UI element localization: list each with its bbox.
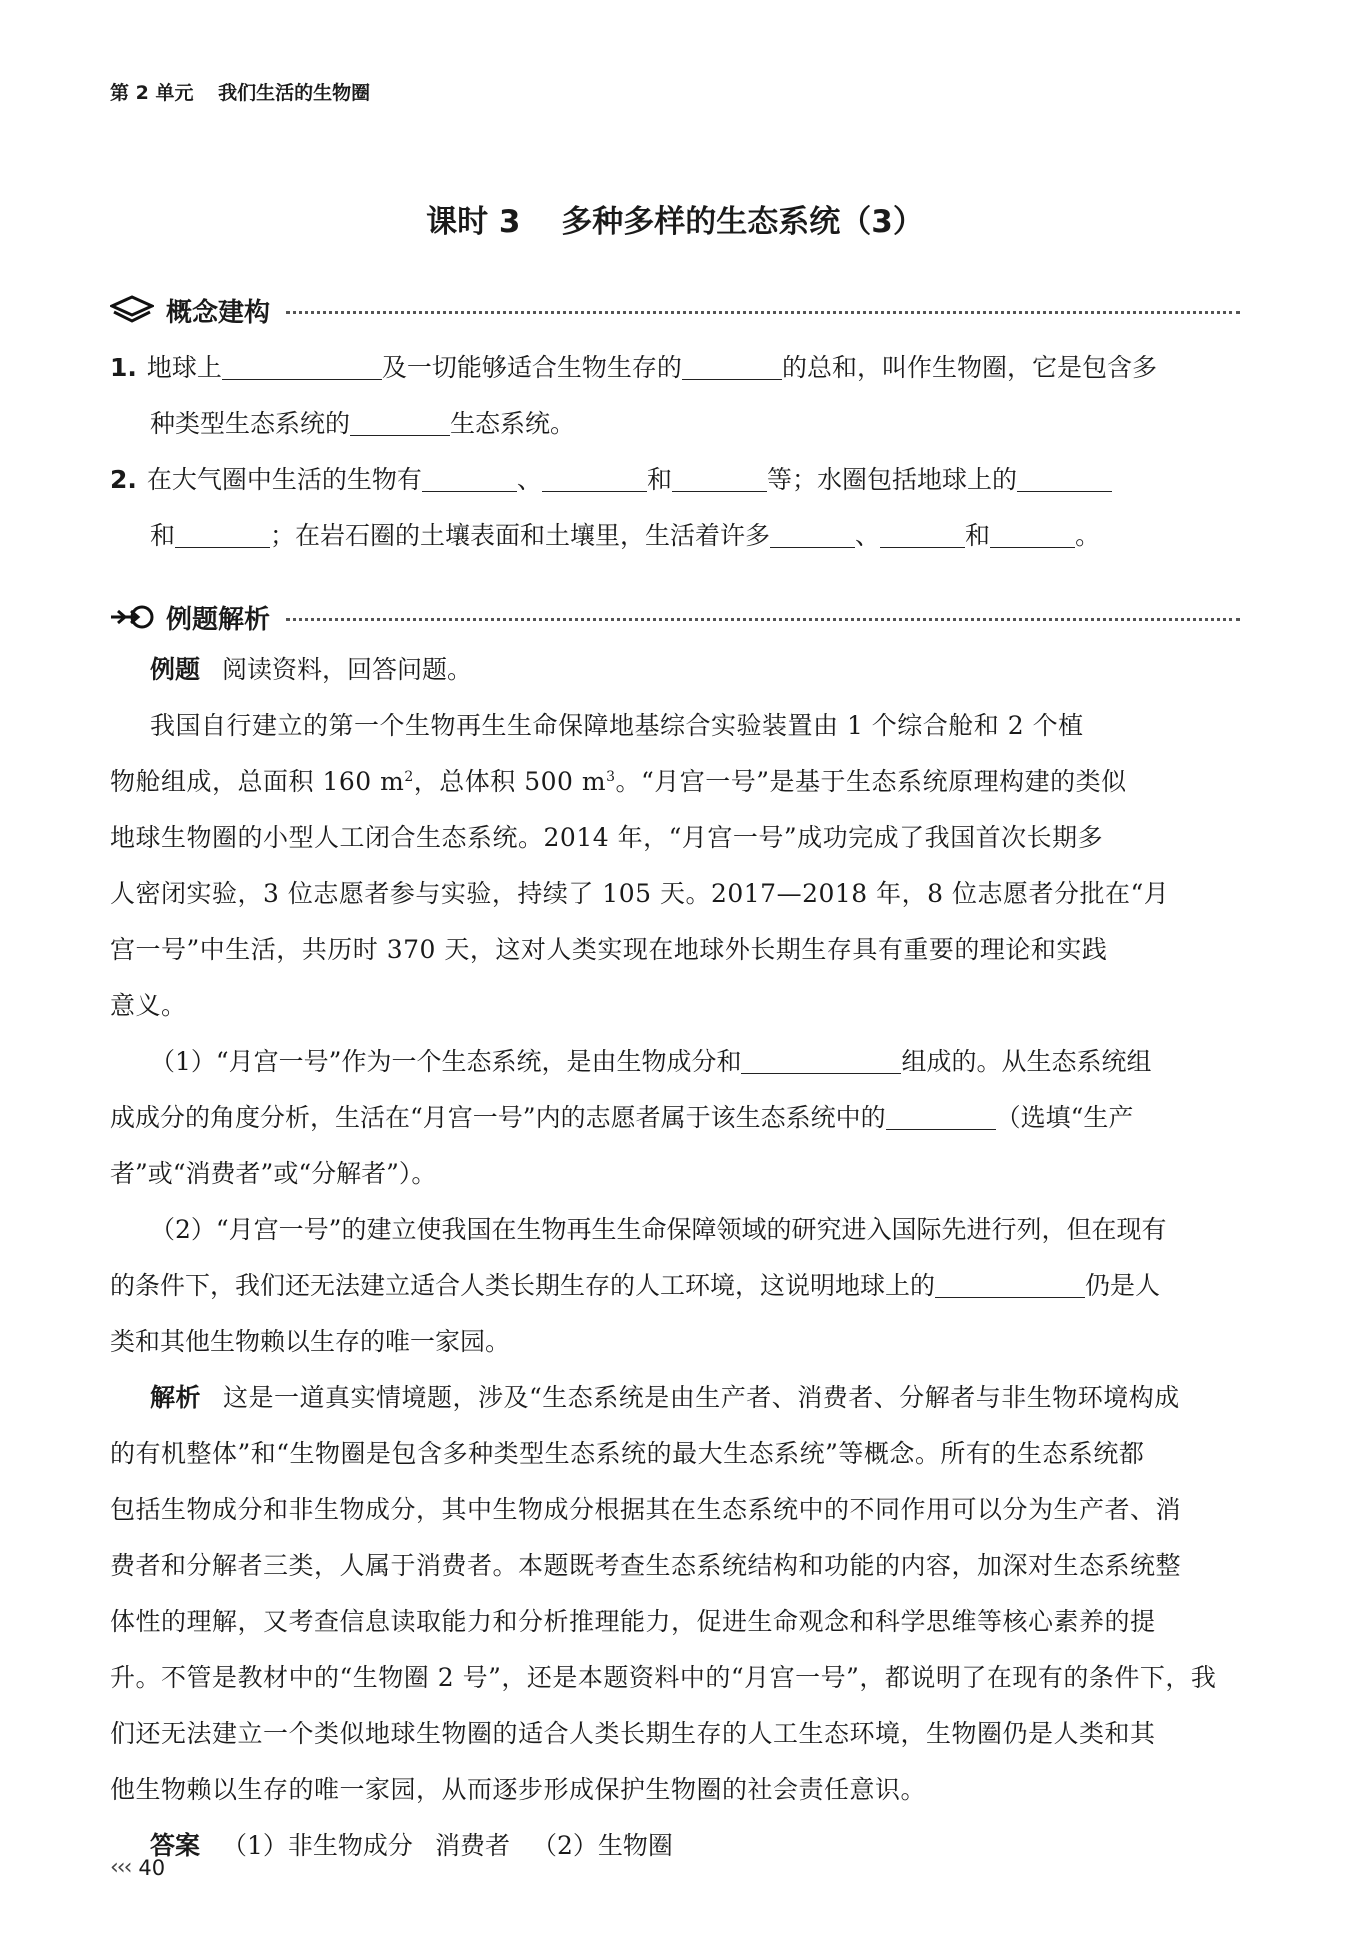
arrow-target-icon [110, 602, 154, 632]
example-question-1: （1）“月宫一号”作为一个生态系统，是由生物成分和 组成的。从生态系统组 [150, 1047, 1152, 1076]
material-line: 地球生物圈的小型人工闭合生态系统。2014 年，“月宫一号”成功完成了我国首次长期多 [110, 823, 1104, 852]
question-1-line-1: 1. 地球上 及一切能够适合生物生存的 的总和，叫作生物圈，它是包含多 [110, 353, 1157, 382]
heading-divider [286, 311, 1240, 314]
fill-blank[interactable] [175, 521, 270, 548]
material-line: 人密闭实验，3 位志愿者参与实验，持续了 105 天。2017—2018 年，8 位志愿者分批在“月 [110, 879, 1170, 908]
question-2-line-1: 2. 在大气圈中生活的生物有 、 和 等；水圈包括地球上的 [110, 452, 1235, 508]
analysis-line: 解析 这是一道真实情境题，涉及“生态系统是由生产者、消费者、分解者与非生物环境构成 [150, 1383, 1180, 1412]
fill-blank[interactable] [542, 465, 647, 492]
fill-blank[interactable] [880, 521, 965, 548]
example-question-2: （2）“月宫一号”的建立使我国在生物再生生命保障领域的研究进入国际先进行列，但在现有 [150, 1215, 1167, 1244]
heading-divider [286, 618, 1240, 621]
material-line: 物舱组成，总面积 160 $m^2$，总体积 500 $m^3$。“月宫一号”是基于生态系统原理构建的类似 [110, 767, 1127, 796]
analysis-line: 他生物赖以生存的唯一家园，从而逐步形成保护生物圈的社会责任意识。 [110, 1775, 927, 1804]
question-2-line-2: 和 ；在岩石圈的土壤表面和土壤里，生活着许多 、 和 。 [150, 521, 1101, 550]
page-title [0, 196, 1350, 241]
lesson-number: 课时 3 [426, 204, 521, 240]
running-header [110, 78, 370, 105]
fill-blank[interactable] [222, 353, 382, 380]
page-footer [110, 1855, 165, 1880]
answer-item: （2）生物圈 [531, 1831, 673, 1860]
analysis-line: 升。不管是教材中的“生物圈 2 号”，还是本题资料中的“月宫一号”，都说明了在现有的条件下，我 [110, 1663, 1217, 1692]
answer-item: （1）非生物成分 [222, 1831, 413, 1860]
fill-blank[interactable] [1017, 465, 1112, 492]
example-section-heading [110, 597, 1240, 637]
example-question-2: 类和其他生物赖以生存的唯一家园。 [110, 1327, 511, 1356]
analysis-line: 的有机整体”和“生物圈是包含多种类型生态系统的最大生态系统”等概念。所有的生态系统都 [110, 1439, 1145, 1468]
analysis-line: 体性的理解，又考查信息读取能力和分析推理能力，促进生命观念和科学思维等核心素养的提 [110, 1607, 1156, 1636]
analysis-line: 们还无法建立一个类似地球生物圈的适合人类长期生存的人工生态环境，生物圈仍是人类和其 [110, 1719, 1156, 1748]
answer-item: 消费者 [434, 1831, 510, 1860]
example-question-2: 的条件下，我们还无法建立适合人类长期生存的人工环境，这说明地球上的 仍是人 [110, 1271, 1161, 1300]
concept-section-heading [110, 290, 1240, 330]
answer-line: 答案 （1）非生物成分 消费者 （2）生物圈 [150, 1831, 673, 1860]
example-question-1: 者”或“消费者”或“分解者”）。 [110, 1159, 437, 1188]
unit-title: 我们生活的生物圈 [218, 82, 371, 104]
page-number: 40 [138, 1855, 166, 1880]
fill-blank[interactable] [886, 1103, 996, 1130]
material-line: 宫一号”中生活，共历时 370 天，这对人类实现在地球外长期生存具有重要的理论和实践 [110, 935, 1108, 964]
fill-blank[interactable] [682, 353, 782, 380]
analysis-line: 费者和分解者三类，人属于消费者。本题既考查生态系统结构和功能的内容，加深对生态系统整 [110, 1551, 1182, 1580]
fill-blank[interactable] [990, 521, 1075, 548]
layers-icon [110, 295, 154, 325]
fill-blank[interactable] [350, 409, 450, 436]
example-question-1: 成成分的角度分析，生活在“月宫一号”内的志愿者属于该生态系统中的 （选填“生产 [110, 1103, 1134, 1132]
fill-blank[interactable] [935, 1271, 1085, 1298]
unit-number: 第 2 单元 [110, 82, 194, 104]
concept-questions [110, 340, 1235, 564]
concept-heading-label: 概念建构 [166, 297, 271, 328]
fill-blank[interactable] [672, 465, 767, 492]
example-body [110, 642, 1235, 1874]
chevrons-left-icon: ‹‹‹ [110, 1855, 131, 1880]
lesson-title: 多种多样的生态系统（3） [561, 204, 924, 240]
material-line: 意义。 [110, 991, 187, 1020]
material-line: 我国自行建立的第一个生物再生生命保障地基综合实验装置由 1 个综合舱和 2 个植 [150, 711, 1084, 740]
fill-blank[interactable] [770, 521, 855, 548]
analysis-line: 包括生物成分和非生物成分，其中生物成分根据其在生态系统中的不同作用可以分为生产者、消 [110, 1495, 1182, 1524]
example-heading-label: 例题解析 [166, 604, 271, 635]
question-1-line-2: 种类型生态系统的 生态系统。 [150, 409, 576, 438]
example-prompt: 例题 阅读资料，回答问题。 [150, 655, 473, 684]
fill-blank[interactable] [741, 1047, 901, 1074]
fill-blank[interactable] [422, 465, 517, 492]
